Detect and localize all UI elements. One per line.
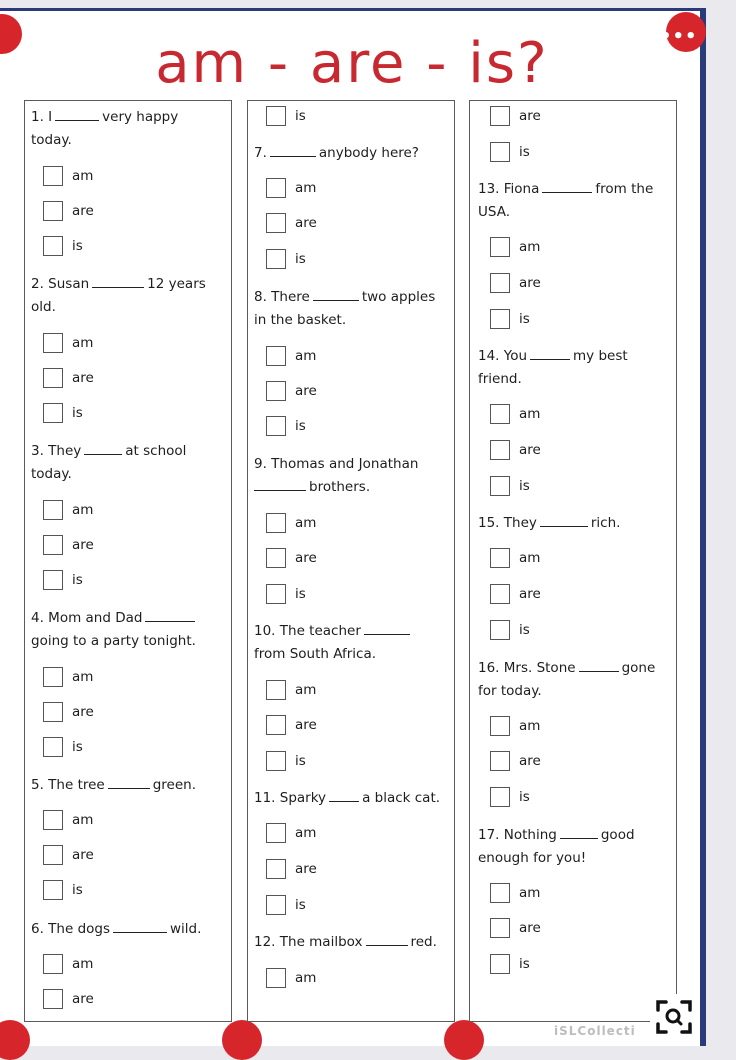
question-line <box>31 440 231 463</box>
question-line <box>478 178 678 201</box>
question-line <box>254 931 454 954</box>
answer-option-label: am <box>295 825 317 841</box>
question-line <box>254 453 454 476</box>
question-text: today. <box>31 466 72 482</box>
answer-option-label: are <box>519 275 541 291</box>
answer-checkbox[interactable] <box>266 513 286 533</box>
answer-option[interactable] <box>490 237 540 257</box>
answer-option-label: are <box>72 704 94 720</box>
question-line <box>254 309 454 332</box>
more-options-icon[interactable]: ••• <box>660 26 698 47</box>
answer-option[interactable] <box>43 236 83 256</box>
question-line <box>254 787 454 810</box>
answer-checkbox[interactable] <box>266 823 286 843</box>
answer-option-label: am <box>519 885 541 901</box>
answer-blank[interactable] <box>254 489 306 491</box>
answer-checkbox[interactable] <box>43 403 63 423</box>
answer-checkbox[interactable] <box>43 535 63 555</box>
answer-option[interactable] <box>490 751 541 771</box>
answer-checkbox[interactable] <box>43 570 63 590</box>
question-text: going to a party tonight. <box>31 633 196 649</box>
answer-blank[interactable] <box>92 286 144 288</box>
question-text: brothers. <box>309 479 371 495</box>
question-q13 <box>478 178 678 224</box>
question-line <box>478 512 678 535</box>
answer-checkbox[interactable] <box>43 810 63 830</box>
question-line <box>31 774 231 797</box>
answer-option-label: are <box>295 861 317 877</box>
answer-option-label: is <box>519 311 530 327</box>
question-text: friend. <box>478 371 522 387</box>
answer-option-label: are <box>72 847 94 863</box>
answer-checkbox[interactable] <box>43 667 63 687</box>
question-text: 12. The mailbox <box>254 934 363 950</box>
question-text: today. <box>31 132 72 148</box>
answer-option[interactable] <box>490 716 540 736</box>
question-q10 <box>254 620 454 666</box>
answer-option-label: are <box>519 442 541 458</box>
answer-option[interactable] <box>490 918 541 938</box>
answer-option-label: is <box>519 622 530 638</box>
question-q5 <box>31 774 231 797</box>
answer-checkbox[interactable] <box>266 416 286 436</box>
answer-blank[interactable] <box>84 453 122 455</box>
answer-option[interactable] <box>43 500 93 520</box>
answer-option[interactable] <box>490 309 530 329</box>
question-text: a black cat. <box>362 790 441 806</box>
answer-option[interactable] <box>43 166 93 186</box>
answer-checkbox[interactable] <box>266 249 286 269</box>
answer-option-label: are <box>72 370 94 386</box>
answer-checkbox[interactable] <box>266 859 286 879</box>
answer-option-label: are <box>519 920 541 936</box>
answer-option-label: is <box>72 739 83 755</box>
answer-option[interactable] <box>266 513 316 533</box>
answer-option-label: am <box>295 970 317 986</box>
answer-checkbox[interactable] <box>43 333 63 353</box>
answer-option-label: are <box>72 203 94 219</box>
answer-checkbox[interactable] <box>266 680 286 700</box>
answer-option-label: am <box>72 812 94 828</box>
question-text: 3. They <box>31 443 82 459</box>
answer-option-label: am <box>295 515 317 531</box>
question-line <box>478 657 678 680</box>
answer-checkbox[interactable] <box>266 968 286 988</box>
question-q8 <box>254 286 454 332</box>
question-line <box>478 824 678 847</box>
answer-option-label: am <box>72 168 94 184</box>
answer-option-label: am <box>519 550 541 566</box>
answer-option-label: am <box>519 239 541 255</box>
question-text: anybody here? <box>318 145 419 161</box>
answer-option[interactable] <box>490 548 540 568</box>
answer-checkbox[interactable] <box>490 273 510 293</box>
answer-option-label: are <box>519 108 541 124</box>
question-text: 17. Nothing <box>478 827 557 843</box>
answer-option[interactable] <box>266 548 317 568</box>
answer-checkbox[interactable] <box>266 584 286 604</box>
question-line <box>478 680 678 703</box>
answer-option[interactable] <box>266 584 306 604</box>
worksheet-title: am - are - is? <box>155 31 549 96</box>
answer-option-label: is <box>295 418 306 434</box>
answer-option-label: are <box>72 991 94 1007</box>
question-text: very happy <box>102 109 179 125</box>
answer-option[interactable] <box>43 535 94 555</box>
answer-blank[interactable] <box>329 800 359 802</box>
answer-option-label: are <box>72 537 94 553</box>
answer-option-label: are <box>295 383 317 399</box>
question-q7 <box>254 142 454 165</box>
answer-option-label: are <box>519 586 541 602</box>
question-text: red. <box>410 934 437 950</box>
question-text: 1. I <box>31 109 53 125</box>
answer-option-label: am <box>72 335 94 351</box>
question-text: enough for you! <box>478 850 587 866</box>
answer-option[interactable] <box>266 178 316 198</box>
answer-blank[interactable] <box>364 633 410 635</box>
answer-checkbox[interactable] <box>43 737 63 757</box>
answer-option-label: is <box>519 478 530 494</box>
answer-checkbox[interactable] <box>490 620 510 640</box>
answer-option[interactable] <box>266 968 316 988</box>
answer-checkbox[interactable] <box>490 787 510 807</box>
answer-option-label: is <box>72 572 83 588</box>
answer-option-label: am <box>295 348 317 364</box>
answer-option-label: am <box>72 669 94 685</box>
answer-option-label: is <box>72 238 83 254</box>
question-text: rich. <box>590 515 621 531</box>
answer-option[interactable] <box>266 859 317 879</box>
answer-checkbox[interactable] <box>266 178 286 198</box>
answer-checkbox[interactable] <box>490 404 510 424</box>
question-q6 <box>31 918 231 941</box>
question-text: wild. <box>170 921 202 937</box>
answer-option[interactable] <box>266 346 316 366</box>
question-text: 16. Mrs. Stone <box>478 660 576 676</box>
answer-blank[interactable] <box>313 299 359 301</box>
answer-option-label: are <box>295 215 317 231</box>
answer-blank[interactable] <box>145 620 195 622</box>
answer-option-label: is <box>519 956 530 972</box>
answer-checkbox[interactable] <box>490 106 510 126</box>
page-border-right <box>700 8 706 1046</box>
question-line <box>31 106 231 129</box>
answer-checkbox[interactable] <box>490 237 510 257</box>
answer-blank[interactable] <box>579 670 619 672</box>
answer-option[interactable] <box>43 570 83 590</box>
answer-option[interactable] <box>266 249 306 269</box>
answer-checkbox[interactable] <box>43 845 63 865</box>
answer-option[interactable] <box>490 954 530 974</box>
question-line <box>478 201 678 224</box>
question-q11 <box>254 787 454 810</box>
answer-option[interactable] <box>266 381 317 401</box>
answer-option[interactable] <box>490 440 541 460</box>
question-line <box>254 643 454 666</box>
answer-option[interactable] <box>490 883 540 903</box>
answer-checkbox[interactable] <box>490 584 510 604</box>
answer-option-label: are <box>295 550 317 566</box>
answer-checkbox[interactable] <box>490 440 510 460</box>
question-text: 4. Mom and Dad <box>31 610 143 626</box>
question-text: 7. <box>254 145 267 161</box>
answer-checkbox[interactable] <box>490 918 510 938</box>
answer-checkbox[interactable] <box>43 880 63 900</box>
answer-option[interactable] <box>490 106 541 126</box>
question-text: at school <box>125 443 187 459</box>
answer-option-label: are <box>519 753 541 769</box>
answer-option[interactable] <box>43 810 93 830</box>
question-text: 11. Sparky <box>254 790 327 806</box>
answer-option[interactable] <box>266 106 306 126</box>
answer-option[interactable] <box>43 667 93 687</box>
answer-checkbox[interactable] <box>266 346 286 366</box>
answer-option-label: is <box>295 108 306 124</box>
question-q14 <box>478 345 678 391</box>
answer-option-label: am <box>519 406 541 422</box>
answer-option-label: is <box>72 882 83 898</box>
question-line <box>254 286 454 309</box>
answer-option[interactable] <box>43 989 94 1009</box>
answer-option[interactable] <box>490 404 540 424</box>
visual-search-icon <box>650 994 698 1040</box>
question-q3 <box>31 440 231 486</box>
answer-checkbox[interactable] <box>490 142 510 162</box>
answer-checkbox[interactable] <box>266 895 286 915</box>
answer-option-label: am <box>72 956 94 972</box>
question-line <box>31 607 231 630</box>
answer-checkbox[interactable] <box>266 548 286 568</box>
answer-checkbox[interactable] <box>266 381 286 401</box>
watermark-logo: iSLCollecti <box>554 1024 636 1038</box>
answer-option[interactable] <box>490 620 530 640</box>
answer-blank[interactable] <box>55 119 99 121</box>
answer-blank[interactable] <box>366 944 408 946</box>
answer-option-label: is <box>295 753 306 769</box>
question-q15 <box>478 512 678 535</box>
question-line <box>478 368 678 391</box>
answer-checkbox[interactable] <box>490 751 510 771</box>
answer-option[interactable] <box>266 895 306 915</box>
answer-option[interactable] <box>266 751 306 771</box>
question-text: 8. There <box>254 289 310 305</box>
question-line <box>31 918 231 941</box>
question-q4 <box>31 607 231 653</box>
question-text: gone <box>621 660 656 676</box>
question-line <box>31 129 231 152</box>
answer-checkbox[interactable] <box>43 954 63 974</box>
question-q12 <box>254 931 454 954</box>
answer-option[interactable] <box>490 273 541 293</box>
answer-blank[interactable] <box>530 358 570 360</box>
question-text: good <box>600 827 635 843</box>
answer-blank[interactable] <box>540 525 588 527</box>
question-line <box>478 345 678 368</box>
answer-option[interactable] <box>266 416 306 436</box>
answer-option[interactable] <box>266 213 317 233</box>
answer-option[interactable] <box>266 680 316 700</box>
answer-checkbox[interactable] <box>43 500 63 520</box>
answer-option[interactable] <box>490 584 541 604</box>
answer-option-label: am <box>72 502 94 518</box>
answer-checkbox[interactable] <box>266 751 286 771</box>
answer-checkbox[interactable] <box>490 309 510 329</box>
answer-option[interactable] <box>43 368 94 388</box>
answer-option-label: is <box>519 144 530 160</box>
red-dot-decoration <box>444 1020 484 1060</box>
answer-checkbox[interactable] <box>43 166 63 186</box>
answer-blank[interactable] <box>270 155 316 157</box>
question-text: green. <box>152 777 197 793</box>
answer-option-label: is <box>519 789 530 805</box>
question-q9 <box>254 453 454 499</box>
answer-option[interactable] <box>43 737 83 757</box>
answer-checkbox[interactable] <box>43 201 63 221</box>
answer-checkbox[interactable] <box>490 883 510 903</box>
answer-option-label: is <box>295 897 306 913</box>
answer-option[interactable] <box>266 823 316 843</box>
answer-blank[interactable] <box>542 191 592 193</box>
question-text: 13. Fiona <box>478 181 540 197</box>
question-line <box>31 463 231 486</box>
answer-blank[interactable] <box>113 931 167 933</box>
answer-checkbox[interactable] <box>490 476 510 496</box>
question-text: from South Africa. <box>254 646 377 662</box>
answer-blank[interactable] <box>560 837 598 839</box>
question-text: my best <box>573 348 628 364</box>
question-line <box>31 273 231 296</box>
answer-checkbox[interactable] <box>43 989 63 1009</box>
question-text: 5. The tree <box>31 777 105 793</box>
answer-checkbox[interactable] <box>266 106 286 126</box>
answer-option-label: is <box>295 586 306 602</box>
question-q17 <box>478 824 678 870</box>
answer-checkbox[interactable] <box>43 368 63 388</box>
question-text: 2. Susan <box>31 276 90 292</box>
answer-option[interactable] <box>43 880 83 900</box>
answer-option[interactable] <box>43 845 94 865</box>
answer-checkbox[interactable] <box>490 716 510 736</box>
answer-option[interactable] <box>490 142 530 162</box>
question-text: 6. The dogs <box>31 921 111 937</box>
answer-option-label: is <box>72 405 83 421</box>
question-line <box>478 847 678 870</box>
answer-option[interactable] <box>43 333 93 353</box>
answer-option-label: is <box>295 251 306 267</box>
question-text: 10. The teacher <box>254 623 361 639</box>
question-text: from the <box>595 181 654 197</box>
answer-blank[interactable] <box>108 787 150 789</box>
question-text: USA. <box>478 204 510 220</box>
answer-option[interactable] <box>490 476 530 496</box>
answer-checkbox[interactable] <box>266 213 286 233</box>
answer-checkbox[interactable] <box>43 702 63 722</box>
question-line <box>31 296 231 319</box>
answer-option[interactable] <box>43 702 94 722</box>
question-line <box>31 630 231 653</box>
question-text: 15. They <box>478 515 537 531</box>
question-text: 14. You <box>478 348 528 364</box>
visual-search-button[interactable] <box>650 994 698 1040</box>
answer-checkbox[interactable] <box>43 236 63 256</box>
question-line <box>254 142 454 165</box>
question-text: old. <box>31 299 56 315</box>
answer-option[interactable] <box>43 954 93 974</box>
question-text: for today. <box>478 683 542 699</box>
question-q1 <box>31 106 231 152</box>
answer-option[interactable] <box>43 403 83 423</box>
question-text: 12 years <box>147 276 206 292</box>
question-q16 <box>478 657 678 703</box>
answer-checkbox[interactable] <box>490 548 510 568</box>
question-text: in the basket. <box>254 312 347 328</box>
question-q2 <box>31 273 231 319</box>
answer-option-label: am <box>519 718 541 734</box>
answer-option-label: are <box>295 717 317 733</box>
answer-option[interactable] <box>490 787 530 807</box>
answer-option-label: am <box>295 682 317 698</box>
answer-checkbox[interactable] <box>490 954 510 974</box>
answer-option[interactable] <box>266 715 317 735</box>
answer-option[interactable] <box>43 201 94 221</box>
question-text: 9. Thomas and Jonathan <box>254 456 419 472</box>
question-text: two apples <box>361 289 436 305</box>
red-dot-decoration <box>222 1020 262 1060</box>
answer-checkbox[interactable] <box>266 715 286 735</box>
answer-option-label: am <box>295 180 317 196</box>
question-line <box>254 620 454 643</box>
question-line <box>254 476 454 499</box>
